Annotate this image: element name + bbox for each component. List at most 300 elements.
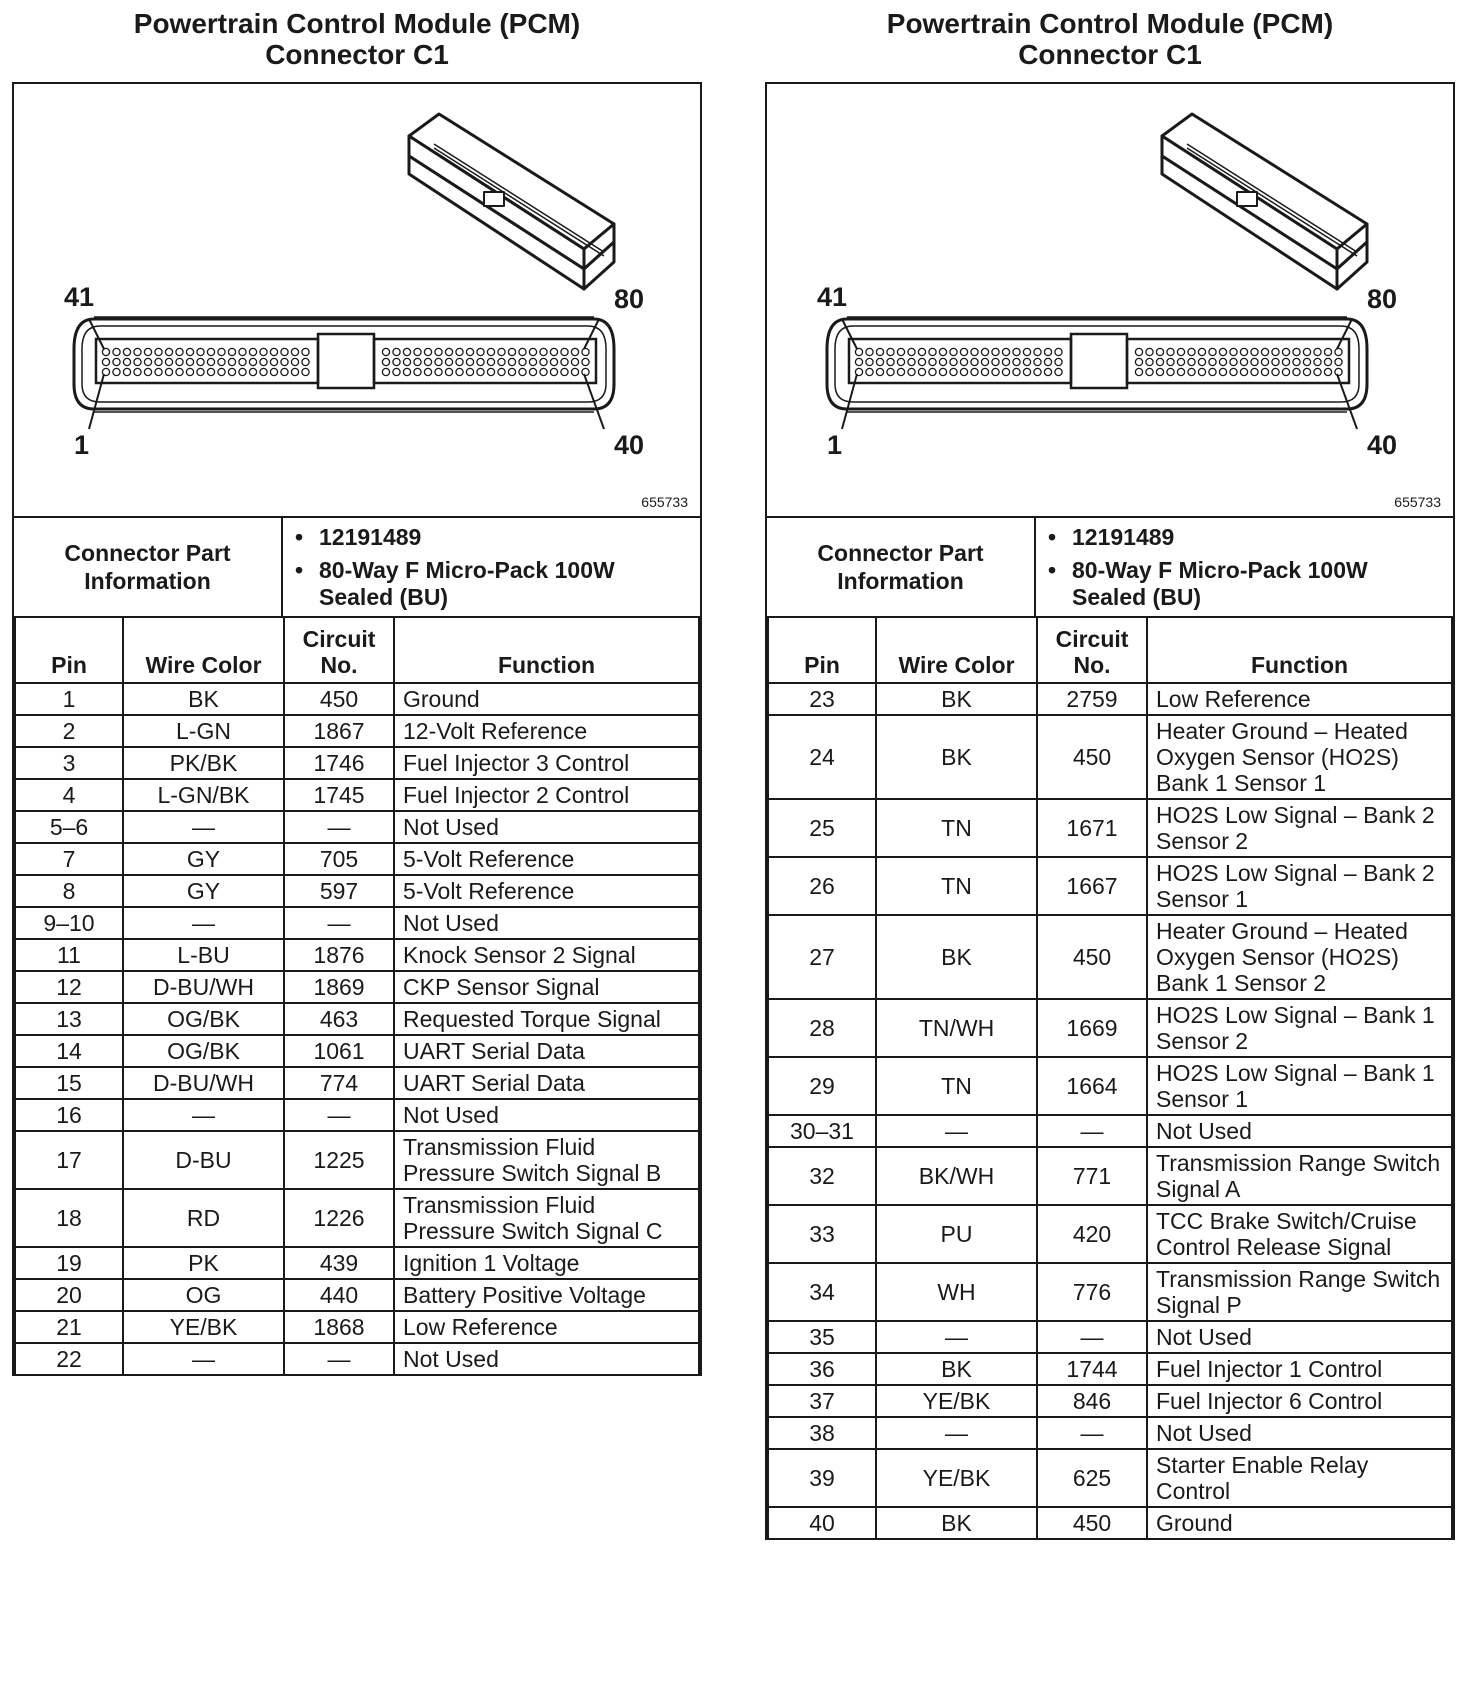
pin-hole <box>1240 368 1247 375</box>
pin-hole <box>302 358 309 365</box>
pin-hole <box>1272 368 1279 375</box>
pin-hole <box>249 358 256 365</box>
pin-hole <box>508 368 515 375</box>
circuit-cell: 1061 <box>284 1035 394 1067</box>
wire-color-cell: TN <box>876 799 1037 857</box>
pin-hole <box>291 348 298 355</box>
pin-hole <box>403 348 410 355</box>
pin-hole <box>540 358 547 365</box>
function-cell: Fuel Injector 3 Control <box>394 747 699 779</box>
pin-hole <box>1188 358 1195 365</box>
pin-hole <box>1055 358 1062 365</box>
function-cell: Transmission Fluid Pressure Switch Signal C <box>394 1189 699 1247</box>
wire-color-cell: — <box>123 907 284 939</box>
pin-hole <box>960 348 967 355</box>
pin-hole <box>102 348 109 355</box>
function-cell: Not Used <box>394 907 699 939</box>
pin-hole <box>1272 348 1279 355</box>
pin-hole <box>876 368 883 375</box>
pin-hole <box>1251 348 1258 355</box>
pin-hole <box>155 368 162 375</box>
circuit-cell: — <box>284 1099 394 1131</box>
pin-hole <box>1261 358 1268 365</box>
circuit-cell: 463 <box>284 1003 394 1035</box>
part-description: • 80-Way F Micro-Pack 100W Sealed (BU) <box>319 557 690 611</box>
pin-hole <box>529 368 536 375</box>
pin-hole <box>456 368 463 375</box>
wire-color-cell: D-BU/WH <box>123 971 284 1003</box>
table-row <box>768 1449 1452 1507</box>
pin-hole <box>1135 348 1142 355</box>
pin-hole <box>1044 368 1051 375</box>
pin-hole <box>1335 358 1342 365</box>
connector-frame <box>12 82 702 1376</box>
wire-color-cell: OG/BK <box>123 1003 284 1035</box>
pin-hole <box>519 368 526 375</box>
table-row <box>768 1385 1452 1417</box>
pin-hole <box>403 368 410 375</box>
table-row <box>15 843 699 875</box>
pin-hole <box>1013 368 1020 375</box>
pin-hole <box>1002 348 1009 355</box>
pin-label-41: 41 <box>64 282 95 312</box>
header-function: Function <box>394 618 699 683</box>
pin-hole <box>228 358 235 365</box>
table-row <box>768 1115 1452 1147</box>
pin-hole <box>218 348 225 355</box>
circuit-cell: — <box>284 811 394 843</box>
table-row <box>15 1343 699 1375</box>
pin-hole <box>908 348 915 355</box>
pin-hole <box>1314 358 1321 365</box>
function-cell: HO2S Low Signal – Bank 2 Sensor 2 <box>1147 799 1452 857</box>
circuit-cell: 1664 <box>1037 1057 1147 1115</box>
circuit-cell: 705 <box>284 843 394 875</box>
pin-cell: 4 <box>15 779 123 811</box>
pin-cell: 28 <box>768 999 876 1057</box>
pin-hole <box>102 368 109 375</box>
function-cell: Not Used <box>394 1343 699 1375</box>
pin-hole <box>1013 348 1020 355</box>
pin-hole <box>1177 368 1184 375</box>
pin-hole <box>123 348 130 355</box>
pin-hole <box>281 348 288 355</box>
pin-hole <box>228 348 235 355</box>
pin-label-80: 80 <box>1367 284 1398 314</box>
pin-hole <box>992 358 999 365</box>
pin-hole <box>1314 348 1321 355</box>
function-cell: Heater Ground – Heated Oxygen Sensor (HO2S) Bank 1 Sensor 1 <box>1147 715 1452 799</box>
table-row <box>768 915 1452 999</box>
pin-hole <box>249 368 256 375</box>
pin-hole <box>302 368 309 375</box>
pin-hole <box>1055 368 1062 375</box>
pin-hole <box>508 358 515 365</box>
pin-hole <box>866 368 873 375</box>
connector-diagram <box>14 84 700 518</box>
pin-hole <box>1002 358 1009 365</box>
pin-hole <box>550 348 557 355</box>
pin-hole <box>582 348 589 355</box>
function-cell: 5-Volt Reference <box>394 875 699 907</box>
pin-hole <box>876 348 883 355</box>
wire-color-cell: — <box>876 1115 1037 1147</box>
pin-hole <box>249 348 256 355</box>
function-cell: Requested Torque Signal <box>394 1003 699 1035</box>
header-pin: Pin <box>15 618 123 683</box>
pin-hole <box>887 358 894 365</box>
function-cell: 5-Volt Reference <box>394 843 699 875</box>
pin-cell: 18 <box>15 1189 123 1247</box>
pin-hole <box>302 348 309 355</box>
pin-hole <box>1209 348 1216 355</box>
pin-hole <box>1272 358 1279 365</box>
wire-color-cell: RD <box>123 1189 284 1247</box>
circuit-cell: 625 <box>1037 1449 1147 1507</box>
pin-cell: 17 <box>15 1131 123 1189</box>
pin-hole <box>197 348 204 355</box>
title-line-1: Powertrain Control Module (PCM) <box>133 8 581 39</box>
pin-hole <box>165 358 172 365</box>
circuit-cell: 1746 <box>284 747 394 779</box>
wire-color-cell: PK/BK <box>123 747 284 779</box>
pin-hole <box>291 358 298 365</box>
pin-cell: 29 <box>768 1057 876 1115</box>
pin-hole <box>123 358 130 365</box>
pin-cell: 2 <box>15 715 123 747</box>
table-row <box>768 1417 1452 1449</box>
table-row <box>768 1057 1452 1115</box>
pin-hole <box>260 358 267 365</box>
function-cell: Transmission Fluid Pressure Switch Signal B <box>394 1131 699 1189</box>
pin-hole <box>887 368 894 375</box>
pin-hole <box>260 368 267 375</box>
pin-hole <box>1177 358 1184 365</box>
pin-hole <box>960 358 967 365</box>
pin-cell: 34 <box>768 1263 876 1321</box>
pin-hole <box>424 348 431 355</box>
pin-hole <box>144 348 151 355</box>
wire-color-cell: TN <box>876 857 1037 915</box>
pin-hole <box>897 358 904 365</box>
pin-cell: 39 <box>768 1449 876 1507</box>
function-cell: Heater Ground – Heated Oxygen Sensor (HO2S) Bank 1 Sensor 2 <box>1147 915 1452 999</box>
pin-hole <box>981 358 988 365</box>
pin-cell: 7 <box>15 843 123 875</box>
circuit-cell: 1667 <box>1037 857 1147 915</box>
pin-hole <box>1240 358 1247 365</box>
pin-hole <box>929 358 936 365</box>
pin-hole <box>1240 348 1247 355</box>
table-row <box>15 1003 699 1035</box>
pin-cell: 16 <box>15 1099 123 1131</box>
table-header-row <box>768 618 1452 683</box>
circuit-cell: 774 <box>284 1067 394 1099</box>
wire-color-cell: L-BU <box>123 939 284 971</box>
table-row <box>15 1035 699 1067</box>
title-line-2: Connector C1 <box>265 39 449 70</box>
circuit-cell: 1225 <box>284 1131 394 1189</box>
pin-hole <box>582 358 589 365</box>
pin-hole <box>498 368 505 375</box>
pin-hole <box>540 368 547 375</box>
pin-label-80: 80 <box>614 284 645 314</box>
pin-hole <box>1282 348 1289 355</box>
circuit-cell: — <box>284 1343 394 1375</box>
pin-hole <box>393 368 400 375</box>
function-cell: Ignition 1 Voltage <box>394 1247 699 1279</box>
circuit-cell: 450 <box>284 683 394 715</box>
pin-hole <box>981 348 988 355</box>
circuit-cell: 1869 <box>284 971 394 1003</box>
pin-hole <box>571 358 578 365</box>
function-cell: HO2S Low Signal – Bank 1 Sensor 2 <box>1147 999 1452 1057</box>
pin-hole <box>571 368 578 375</box>
pin-hole <box>165 368 172 375</box>
pin-hole <box>855 358 862 365</box>
pin-hole <box>1324 358 1331 365</box>
pin-label-1: 1 <box>827 430 843 460</box>
pin-hole <box>508 348 515 355</box>
connector-iso-view <box>409 114 614 289</box>
pin-cell: 27 <box>768 915 876 999</box>
wire-color-cell: BK <box>876 683 1037 715</box>
pin-hole <box>270 348 277 355</box>
pin-hole <box>1177 348 1184 355</box>
pin-cell: 11 <box>15 939 123 971</box>
wire-color-cell: YE/BK <box>876 1385 1037 1417</box>
pin-hole <box>1156 348 1163 355</box>
pin-hole <box>908 368 915 375</box>
pin-label-40: 40 <box>1367 430 1398 460</box>
circuit-cell: 1671 <box>1037 799 1147 857</box>
header-function: Function <box>1147 618 1452 683</box>
function-cell: TCC Brake Switch/Cruise Control Release Signal <box>1147 1205 1452 1263</box>
function-cell: Low Reference <box>1147 683 1452 715</box>
pin-hole <box>971 348 978 355</box>
table-row <box>15 1311 699 1343</box>
pin-hole <box>1261 368 1268 375</box>
pin-hole <box>855 368 862 375</box>
circuit-cell: 1669 <box>1037 999 1147 1057</box>
pin-hole <box>1303 348 1310 355</box>
header-wire-color: Wire Color <box>123 618 284 683</box>
pin-hole <box>498 348 505 355</box>
wire-color-cell: BK <box>876 1507 1037 1539</box>
table-row <box>768 999 1452 1057</box>
pin-label-1: 1 <box>74 430 90 460</box>
wire-color-cell: OG <box>123 1279 284 1311</box>
pin-hole <box>176 348 183 355</box>
pin-hole <box>897 348 904 355</box>
pin-cell: 19 <box>15 1247 123 1279</box>
pin-hole <box>487 348 494 355</box>
pin-cell: 23 <box>768 683 876 715</box>
function-cell: Low Reference <box>394 1311 699 1343</box>
table-row <box>768 715 1452 799</box>
function-cell: Ground <box>1147 1507 1452 1539</box>
drawing-number: 655733 <box>641 494 688 510</box>
pin-hole <box>992 348 999 355</box>
wire-color-cell: GY <box>123 843 284 875</box>
circuit-cell: 2759 <box>1037 683 1147 715</box>
pin-hole <box>1167 348 1174 355</box>
connector-frame <box>765 82 1455 1540</box>
pin-hole <box>1324 368 1331 375</box>
pin-hole <box>1002 368 1009 375</box>
pin-hole <box>1044 358 1051 365</box>
pin-hole <box>960 368 967 375</box>
circuit-cell: 1876 <box>284 939 394 971</box>
pin-hole <box>498 358 505 365</box>
pin-hole <box>155 358 162 365</box>
function-cell: HO2S Low Signal – Bank 2 Sensor 1 <box>1147 857 1452 915</box>
pin-hole <box>1293 368 1300 375</box>
pin-hole <box>1023 368 1030 375</box>
pinout-table <box>14 618 700 1376</box>
pin-hole <box>113 348 120 355</box>
function-cell: Transmission Range Switch Signal A <box>1147 1147 1452 1205</box>
pin-hole <box>950 358 957 365</box>
wire-color-cell: WH <box>876 1263 1037 1321</box>
pin-hole <box>561 348 568 355</box>
pin-hole <box>291 368 298 375</box>
function-cell: Not Used <box>1147 1417 1452 1449</box>
pin-label-40: 40 <box>614 430 645 460</box>
pin-hole <box>382 348 389 355</box>
circuit-cell: — <box>1037 1115 1147 1147</box>
pin-hole <box>393 348 400 355</box>
pin-hole <box>1198 368 1205 375</box>
wire-color-cell: BK <box>876 1353 1037 1385</box>
circuit-cell: 771 <box>1037 1147 1147 1205</box>
pin-hole <box>876 358 883 365</box>
table-row <box>15 683 699 715</box>
header-circuit-no: Circuit No. <box>284 618 394 683</box>
function-cell: 12-Volt Reference <box>394 715 699 747</box>
pin-hole <box>1135 358 1142 365</box>
circuit-cell: 450 <box>1037 1507 1147 1539</box>
table-row <box>15 939 699 971</box>
pin-hole <box>1251 358 1258 365</box>
wire-color-cell: D-BU/WH <box>123 1067 284 1099</box>
function-cell: Ground <box>394 683 699 715</box>
pin-hole <box>1324 348 1331 355</box>
pin-hole <box>1146 368 1153 375</box>
function-cell: Not Used <box>394 1099 699 1131</box>
function-cell: Not Used <box>1147 1115 1452 1147</box>
connector-part-info <box>14 518 700 618</box>
function-cell: Battery Positive Voltage <box>394 1279 699 1311</box>
pin-hole <box>207 368 214 375</box>
pin-hole <box>1230 348 1237 355</box>
wire-color-cell: — <box>876 1321 1037 1353</box>
pin-hole <box>113 368 120 375</box>
pin-hole <box>1146 348 1153 355</box>
wire-color-cell: YE/BK <box>876 1449 1037 1507</box>
pin-hole <box>144 358 151 365</box>
pin-hole <box>123 368 130 375</box>
function-cell: Not Used <box>1147 1321 1452 1353</box>
pin-hole <box>207 348 214 355</box>
wire-color-cell: TN/WH <box>876 999 1037 1057</box>
table-row <box>15 1099 699 1131</box>
wire-color-cell: — <box>876 1417 1037 1449</box>
pin-hole <box>393 358 400 365</box>
pin-hole <box>1034 368 1041 375</box>
pin-hole <box>239 358 246 365</box>
pin-hole <box>1335 368 1342 375</box>
drawing-number: 655733 <box>1394 494 1441 510</box>
pin-hole <box>228 368 235 375</box>
part-description: • 80-Way F Micro-Pack 100W Sealed (BU) <box>1072 557 1443 611</box>
pin-hole <box>176 368 183 375</box>
pin-hole <box>239 348 246 355</box>
pin-hole <box>197 358 204 365</box>
pin-cell: 12 <box>15 971 123 1003</box>
pin-hole <box>1251 368 1258 375</box>
connector-part-info <box>767 518 1453 618</box>
function-cell: Fuel Injector 6 Control <box>1147 1385 1452 1417</box>
pin-hole <box>981 368 988 375</box>
pin-cell: 37 <box>768 1385 876 1417</box>
pin-hole <box>529 358 536 365</box>
circuit-cell: 1745 <box>284 779 394 811</box>
pin-hole <box>414 348 421 355</box>
pin-hole <box>550 358 557 365</box>
pin-hole <box>1188 368 1195 375</box>
table-row <box>768 857 1452 915</box>
pin-hole <box>197 368 204 375</box>
pin-hole <box>466 368 473 375</box>
pin-hole <box>918 348 925 355</box>
circuit-cell: 597 <box>284 875 394 907</box>
pin-cell: 33 <box>768 1205 876 1263</box>
pin-cell: 9–10 <box>15 907 123 939</box>
pin-hole <box>1198 358 1205 365</box>
pin-cell: 38 <box>768 1417 876 1449</box>
pin-hole <box>260 348 267 355</box>
part-number: • 12191489 <box>319 524 690 551</box>
circuit-cell: — <box>1037 1321 1147 1353</box>
pin-hole <box>1055 348 1062 355</box>
pin-hole <box>1230 368 1237 375</box>
pin-hole <box>939 358 946 365</box>
pin-cell: 3 <box>15 747 123 779</box>
pin-hole <box>1013 358 1020 365</box>
pin-hole <box>186 358 193 365</box>
pin-hole <box>1167 358 1174 365</box>
pin-hole <box>281 368 288 375</box>
pin-hole <box>1261 348 1268 355</box>
pin-hole <box>1023 348 1030 355</box>
function-cell: Fuel Injector 1 Control <box>1147 1353 1452 1385</box>
pin-cell: 40 <box>768 1507 876 1539</box>
part-number: • 12191489 <box>1072 524 1443 551</box>
pin-hole <box>897 368 904 375</box>
pin-cell: 21 <box>15 1311 123 1343</box>
wire-color-cell: OG/BK <box>123 1035 284 1067</box>
pin-hole <box>270 358 277 365</box>
function-cell: CKP Sensor Signal <box>394 971 699 1003</box>
function-cell: Knock Sensor 2 Signal <box>394 939 699 971</box>
function-cell: Fuel Injector 2 Control <box>394 779 699 811</box>
pin-hole <box>207 358 214 365</box>
pin-hole <box>134 358 141 365</box>
pin-hole <box>165 348 172 355</box>
pin-hole <box>435 368 442 375</box>
pin-hole <box>1156 358 1163 365</box>
